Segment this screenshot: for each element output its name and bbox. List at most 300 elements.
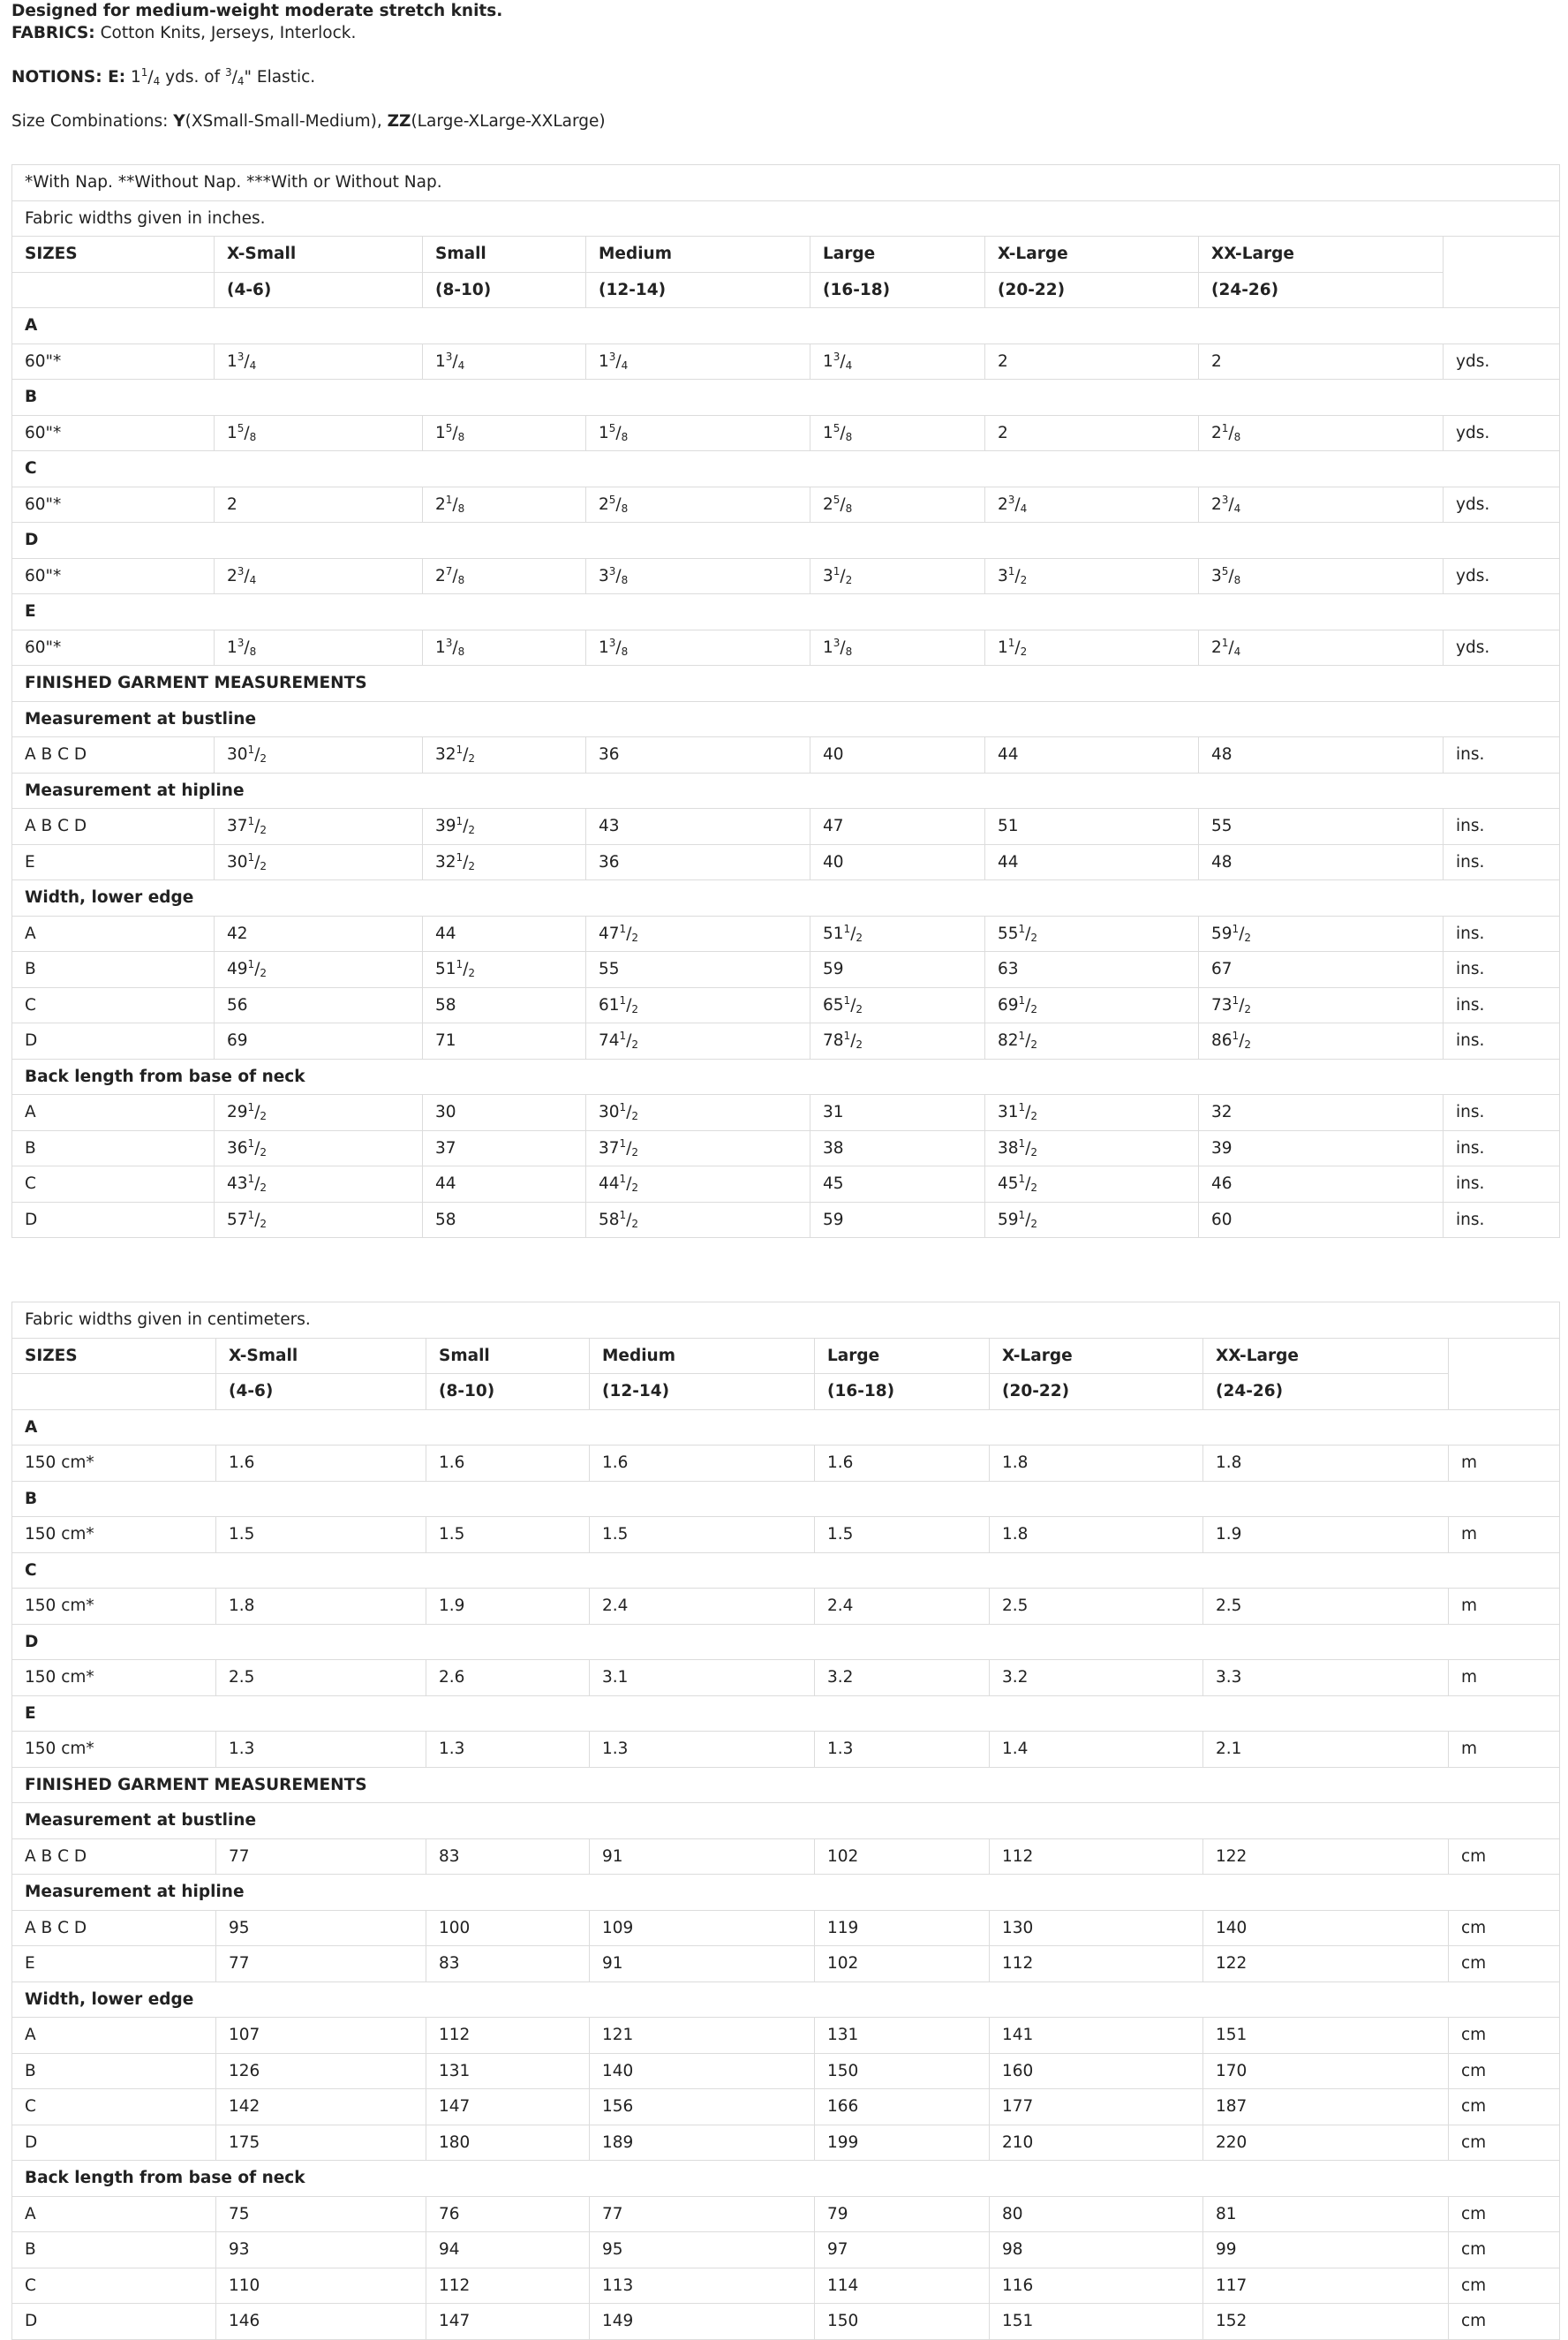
table-cell: $58^1/_2$ (586, 1202, 810, 1238)
table-cell: 58 (423, 987, 586, 1023)
table-cell: ins. (1444, 809, 1560, 845)
section-heading-cell: D (12, 523, 1560, 559)
table-cell: $55^1/_2$ (985, 916, 1199, 952)
table-cell: $1^5/_8$ (423, 415, 586, 451)
table-cell: 126 (216, 2053, 426, 2089)
table-cell: (12-14) (586, 272, 810, 308)
section-heading-cell: E (12, 594, 1560, 630)
section-heading-cell: Fabric widths given in centimeters. (12, 1302, 1560, 1339)
table-cell: Medium (586, 237, 810, 273)
table-cell (1449, 1338, 1560, 1409)
table-cell: cm (1449, 1910, 1560, 1946)
table-cell: 156 (590, 2089, 815, 2125)
table-cell: $1^3/_8$ (423, 630, 586, 666)
table-cell: 95 (590, 2232, 815, 2268)
table-cell: 60"* (12, 343, 215, 380)
table-cell: cm (1449, 2089, 1560, 2125)
table-cell: X-Large (990, 1338, 1203, 1374)
table-cell: C (12, 987, 215, 1023)
table-cell: 1.5 (590, 1517, 815, 1553)
notions-value: $1^1/_4$ yds. of $^3/_4$" Elastic. (125, 66, 316, 87)
table-cell: 112 (990, 1838, 1203, 1875)
table-cell: 2 (1199, 343, 1444, 380)
table-row (12, 987, 1560, 1023)
table-cell: 113 (590, 2268, 815, 2304)
table-cell: D (12, 2125, 216, 2161)
table-cell: E (12, 1946, 216, 1982)
table-cell: 151 (990, 2304, 1203, 2340)
table-cell: $57^1/_2$ (215, 1202, 423, 1238)
table-cell: 98 (990, 2232, 1203, 2268)
section-heading-cell: D (12, 1624, 1560, 1660)
intro-notions-line (11, 66, 606, 88)
table-row (12, 1302, 1560, 1339)
table-cell (12, 1374, 216, 1410)
table-cell: $69^1/_2$ (985, 987, 1199, 1023)
table-cell: $86^1/_2$ (1199, 1023, 1444, 1060)
table-cell: A (12, 1095, 215, 1131)
table-cell: $37^1/_2$ (586, 1130, 810, 1166)
table-cell: A B C D (12, 1910, 216, 1946)
table-cell: $1^3/_8$ (215, 630, 423, 666)
table-cell: 1.3 (590, 1732, 815, 1768)
table-cell: 77 (590, 2196, 815, 2232)
table-cell: $1^3/_4$ (215, 343, 423, 380)
table-cell: $1^5/_8$ (810, 415, 985, 451)
table-cell: A B C D (12, 737, 215, 774)
table-row (12, 1446, 1560, 1482)
table-cell: $39^1/_2$ (423, 809, 586, 845)
table-cell: $2^3/_4$ (985, 487, 1199, 523)
section-heading-cell: *With Nap. **Without Nap. ***With or Without Nap. (12, 165, 1560, 201)
table-cell: 2 (985, 415, 1199, 451)
table-cell: $2^3/_4$ (215, 558, 423, 594)
table-cell: (4-6) (216, 1374, 426, 1410)
section-heading-cell: Back length from base of neck (12, 1059, 1560, 1095)
table-cell: 51 (985, 809, 1199, 845)
table-cell: ins. (1444, 1023, 1560, 1060)
table-cell: E (12, 844, 215, 880)
table-cell: $1^3/_4$ (810, 343, 985, 380)
table-cell: 3.1 (590, 1660, 815, 1696)
table-cell: SIZES (12, 1338, 216, 1374)
table-cell: 83 (426, 1838, 590, 1875)
table-row (12, 308, 1560, 344)
table-cell: 166 (815, 2089, 990, 2125)
table-cell: 1.5 (426, 1517, 590, 1553)
section-heading-cell: Back length from base of neck (12, 2161, 1560, 2197)
table-row (12, 1166, 1560, 1203)
table-cell: 60"* (12, 630, 215, 666)
table-cell: 1.3 (815, 1732, 990, 1768)
table-cell: SIZES (12, 237, 215, 273)
table-cell: 3.2 (815, 1660, 990, 1696)
table-cell: 112 (990, 1946, 1203, 1982)
table-cell: 102 (815, 1838, 990, 1875)
table-cell: 3.2 (990, 1660, 1203, 1696)
sizecombo-y-value: (XSmall-Small-Medium), (185, 112, 388, 131)
table-cell: 59 (810, 1202, 985, 1238)
table-row (12, 1481, 1560, 1517)
table-row (12, 1409, 1560, 1446)
table-row (12, 272, 1560, 308)
table-cell: 160 (990, 2053, 1203, 2089)
table-cell: Small (426, 1338, 590, 1374)
table-cell: m (1449, 1446, 1560, 1482)
table-cell: C (12, 1166, 215, 1203)
table-cell: A B C D (12, 809, 215, 845)
table-row (12, 1095, 1560, 1131)
table-cell: $2^1/_8$ (423, 487, 586, 523)
table-cell: cm (1449, 2053, 1560, 2089)
table-row (12, 343, 1560, 380)
table-cell: (8-10) (426, 1374, 590, 1410)
table-cell: $43^1/_2$ (215, 1166, 423, 1203)
table-cell: $44^1/_2$ (586, 1166, 810, 1203)
pattern-intro (11, 0, 606, 132)
table-cell (1444, 237, 1560, 308)
section-heading-cell: A (12, 1409, 1560, 1446)
table-cell: 1.5 (216, 1517, 426, 1553)
section-heading-cell: C (12, 451, 1560, 487)
table-row (12, 701, 1560, 737)
table-cell: 112 (426, 2268, 590, 2304)
table-cell: X-Large (985, 237, 1199, 273)
table-cell: 42 (215, 916, 423, 952)
table-cell: 99 (1203, 2232, 1449, 2268)
table-cell: 149 (590, 2304, 815, 2340)
table-cell: 67 (1199, 952, 1444, 988)
table-cell: B (12, 2053, 216, 2089)
table-cell: $30^1/_2$ (586, 1095, 810, 1131)
table-cell: cm (1449, 2232, 1560, 2268)
table-row (12, 1803, 1560, 1839)
table-cell: 58 (423, 1202, 586, 1238)
table-cell: 140 (590, 2053, 815, 2089)
section-heading-cell: Measurement at bustline (12, 1803, 1560, 1839)
table-cell: 131 (815, 2018, 990, 2054)
table-cell: (8-10) (423, 272, 586, 308)
section-heading-cell: C (12, 1552, 1560, 1589)
table-cell: 60"* (12, 487, 215, 523)
section-heading-cell: Measurement at hipline (12, 1875, 1560, 1911)
table-cell: 56 (215, 987, 423, 1023)
fabrics-value: Cotton Knits, Jerseys, Interlock. (94, 24, 357, 42)
section-heading-cell: Fabric widths given in inches. (12, 200, 1560, 237)
table-cell: m (1449, 1517, 1560, 1553)
table-cell: 76 (426, 2196, 590, 2232)
table-cell: 122 (1203, 1838, 1449, 1875)
table-cell: 1.6 (426, 1446, 590, 1482)
table-row (12, 2125, 1560, 2161)
table-cell: 117 (1203, 2268, 1449, 2304)
table-row (12, 1660, 1560, 1696)
table-cell: m (1449, 1660, 1560, 1696)
table-cell: 31 (810, 1095, 985, 1131)
table-row (12, 773, 1560, 809)
table-cell: $36^1/_2$ (215, 1130, 423, 1166)
table-cell: 107 (216, 2018, 426, 2054)
table-cell: 150 cm* (12, 1446, 216, 1482)
table-cell: 109 (590, 1910, 815, 1946)
table-cell: 131 (426, 2053, 590, 2089)
table-cell: 189 (590, 2125, 815, 2161)
inches-size-table (11, 164, 1560, 1238)
intro-size-combinations-line (11, 110, 606, 132)
table-cell: $3^3/_8$ (586, 558, 810, 594)
table-cell: $2^5/_8$ (586, 487, 810, 523)
fabrics-label: FABRICS: (11, 24, 95, 42)
table-cell: $32^1/_2$ (423, 737, 586, 774)
table-cell: 80 (990, 2196, 1203, 2232)
table-cell: 141 (990, 2018, 1203, 2054)
table-cell: $3^1/_2$ (985, 558, 1199, 594)
table-cell: 2.5 (216, 1660, 426, 1696)
section-heading-cell: B (12, 380, 1560, 416)
table-cell: $32^1/_2$ (423, 844, 586, 880)
table-cell: $2^1/_4$ (1199, 630, 1444, 666)
table-cell: $37^1/_2$ (215, 809, 423, 845)
table-cell: 59 (810, 952, 985, 988)
table-row (12, 630, 1560, 666)
table-cell: 122 (1203, 1946, 1449, 1982)
table-cell: cm (1449, 2196, 1560, 2232)
table-row (12, 1981, 1560, 2018)
table-cell: (4-6) (215, 272, 423, 308)
intro-designed-line (11, 0, 606, 22)
table-cell: 2.5 (1203, 1589, 1449, 1625)
table-cell: 55 (1199, 809, 1444, 845)
table-row (12, 1838, 1560, 1875)
table-row (12, 380, 1560, 416)
table-cell: yds. (1444, 487, 1560, 523)
table-cell: 77 (216, 1946, 426, 1982)
table-cell: $2^1/_8$ (1199, 415, 1444, 451)
table-cell: 60"* (12, 558, 215, 594)
table-cell: 220 (1203, 2125, 1449, 2161)
table-row (12, 487, 1560, 523)
sizecombo-zz-value: (Large-XLarge-XXLarge) (411, 112, 606, 131)
table-cell: 150 (815, 2304, 990, 2340)
table-cell: $30^1/_2$ (215, 737, 423, 774)
table-cell: 94 (426, 2232, 590, 2268)
table-cell: $49^1/_2$ (215, 952, 423, 988)
table-row (12, 1023, 1560, 1060)
table-cell: $45^1/_2$ (985, 1166, 1199, 1203)
table-cell: $2^3/_4$ (1199, 487, 1444, 523)
table-cell: $51^1/_2$ (423, 952, 586, 988)
table-cell: 119 (815, 1910, 990, 1946)
table-row (12, 2196, 1560, 2232)
table-cell: 140 (1203, 1910, 1449, 1946)
table-cell: 83 (426, 1946, 590, 1982)
table-cell: $1^3/_8$ (586, 630, 810, 666)
section-heading-cell: A (12, 308, 1560, 344)
table-cell: $29^1/_2$ (215, 1095, 423, 1131)
table-cell: D (12, 2304, 216, 2340)
table-cell: 150 cm* (12, 1589, 216, 1625)
table-cell: 1.5 (815, 1517, 990, 1553)
table-cell: 110 (216, 2268, 426, 2304)
table-cell: 2 (215, 487, 423, 523)
table-cell: $59^1/_2$ (985, 1202, 1199, 1238)
table-cell: 152 (1203, 2304, 1449, 2340)
intro-fabrics-line (11, 22, 606, 44)
table-cell: $2^7/_8$ (423, 558, 586, 594)
table-row (12, 165, 1560, 201)
table-cell: 147 (426, 2304, 590, 2340)
table-row (12, 2268, 1560, 2304)
table-cell: 48 (1199, 737, 1444, 774)
table-cell: ins. (1444, 737, 1560, 774)
table-cell: (16-18) (810, 272, 985, 308)
table-cell: 150 cm* (12, 1732, 216, 1768)
table-row (12, 2304, 1560, 2340)
table-cell: $2^5/_8$ (810, 487, 985, 523)
table-cell: 146 (216, 2304, 426, 2340)
table-cell: 1.6 (815, 1446, 990, 1482)
table-cell: Large (810, 237, 985, 273)
table-cell: 1.9 (1203, 1517, 1449, 1553)
table-row (12, 523, 1560, 559)
table-cell: $65^1/_2$ (810, 987, 985, 1023)
table-cell: (20-22) (985, 272, 1199, 308)
table-row (12, 1202, 1560, 1238)
table-cell: yds. (1444, 630, 1560, 666)
table-cell: ins. (1444, 1166, 1560, 1203)
table-row (12, 451, 1560, 487)
table-cell: A B C D (12, 1838, 216, 1875)
table-cell: 95 (216, 1910, 426, 1946)
table-cell: 55 (586, 952, 810, 988)
table-cell: 40 (810, 844, 985, 880)
table-cell: 93 (216, 2232, 426, 2268)
table-row (12, 2232, 1560, 2268)
table-cell: $1^1/_2$ (985, 630, 1199, 666)
table-row (12, 1338, 1560, 1374)
table-cell: $1^5/_8$ (586, 415, 810, 451)
table-cell: $51^1/_2$ (810, 916, 985, 952)
table-cell: 60"* (12, 415, 215, 451)
table-cell: cm (1449, 2304, 1560, 2340)
table-cell: 63 (985, 952, 1199, 988)
sizecombo-prefix: Size Combinations: (11, 112, 174, 131)
table-cell: 38 (810, 1130, 985, 1166)
table-cell: $74^1/_2$ (586, 1023, 810, 1060)
table-cell: 32 (1199, 1095, 1444, 1131)
table-cell: $82^1/_2$ (985, 1023, 1199, 1060)
table-row (12, 200, 1560, 237)
table-cell: 112 (426, 2018, 590, 2054)
table-cell: 116 (990, 2268, 1203, 2304)
table-cell: ins. (1444, 916, 1560, 952)
table-cell: cm (1449, 1946, 1560, 1982)
table-cell: cm (1449, 1838, 1560, 1875)
table-cell: 2.4 (815, 1589, 990, 1625)
table-cell: ins. (1444, 1095, 1560, 1131)
table-cell: cm (1449, 2125, 1560, 2161)
table-row (12, 1624, 1560, 1660)
table-cell: 2.5 (990, 1589, 1203, 1625)
table-cell: 40 (810, 737, 985, 774)
table-cell: 91 (590, 1838, 815, 1875)
table-cell: 175 (216, 2125, 426, 2161)
table-cell: 37 (423, 1130, 586, 1166)
table-cell: yds. (1444, 558, 1560, 594)
section-heading-cell: E (12, 1695, 1560, 1732)
section-heading-cell: Measurement at bustline (12, 701, 1560, 737)
table-cell: $1^3/_4$ (423, 343, 586, 380)
table-row (12, 1767, 1560, 1803)
table-cell: 45 (810, 1166, 985, 1203)
table-cell: 44 (423, 916, 586, 952)
table-cell: 1.6 (216, 1446, 426, 1482)
table-cell: 69 (215, 1023, 423, 1060)
table-cell: 170 (1203, 2053, 1449, 2089)
table-cell: 77 (216, 1838, 426, 1875)
table-cell: X-Small (216, 1338, 426, 1374)
notions-label: NOTIONS: E: (11, 68, 126, 87)
table-cell: 36 (586, 737, 810, 774)
table-cell: 1.9 (426, 1589, 590, 1625)
table-cell: 2.1 (1203, 1732, 1449, 1768)
table-cell: 210 (990, 2125, 1203, 2161)
table-cell: B (12, 952, 215, 988)
table-cell: $1^3/_4$ (586, 343, 810, 380)
table-cell: 1.4 (990, 1732, 1203, 1768)
table-row (12, 1552, 1560, 1589)
table-cell: 44 (985, 737, 1199, 774)
table-cell: D (12, 1202, 215, 1238)
table-cell: $47^1/_2$ (586, 916, 810, 952)
table-cell: 147 (426, 2089, 590, 2125)
table-cell: 43 (586, 809, 810, 845)
table-row (12, 1695, 1560, 1732)
sizecombo-zz: ZZ (387, 112, 411, 131)
table-row (12, 1589, 1560, 1625)
section-heading-cell: FINISHED GARMENT MEASUREMENTS (12, 1767, 1560, 1803)
table-row (12, 1946, 1560, 1982)
table-row (12, 1130, 1560, 1166)
table-cell: A (12, 2018, 216, 2054)
table-cell: 1.8 (216, 1589, 426, 1625)
table-cell: $78^1/_2$ (810, 1023, 985, 1060)
table-row (12, 952, 1560, 988)
table-cell: 47 (810, 809, 985, 845)
table-cell: (12-14) (590, 1374, 815, 1410)
table-cell (12, 272, 215, 308)
table-row (12, 880, 1560, 917)
centimeters-size-table (11, 1302, 1560, 2340)
table-cell: Small (423, 237, 586, 273)
table-cell: $31^1/_2$ (985, 1095, 1199, 1131)
table-cell: 44 (985, 844, 1199, 880)
table-cell: C (12, 2089, 216, 2125)
table-cell: m (1449, 1589, 1560, 1625)
section-heading-cell: FINISHED GARMENT MEASUREMENTS (12, 666, 1560, 702)
table-row (12, 2161, 1560, 2197)
table-cell: (24-26) (1203, 1374, 1449, 1410)
sizecombo-y: Y (173, 112, 185, 131)
table-cell: Medium (590, 1338, 815, 1374)
table-cell: $3^5/_8$ (1199, 558, 1444, 594)
table-row (12, 558, 1560, 594)
section-heading-cell: B (12, 1481, 1560, 1517)
table-cell: $73^1/_2$ (1199, 987, 1444, 1023)
table-cell: $3^1/_2$ (810, 558, 985, 594)
table-cell: B (12, 1130, 215, 1166)
table-row (12, 2018, 1560, 2054)
